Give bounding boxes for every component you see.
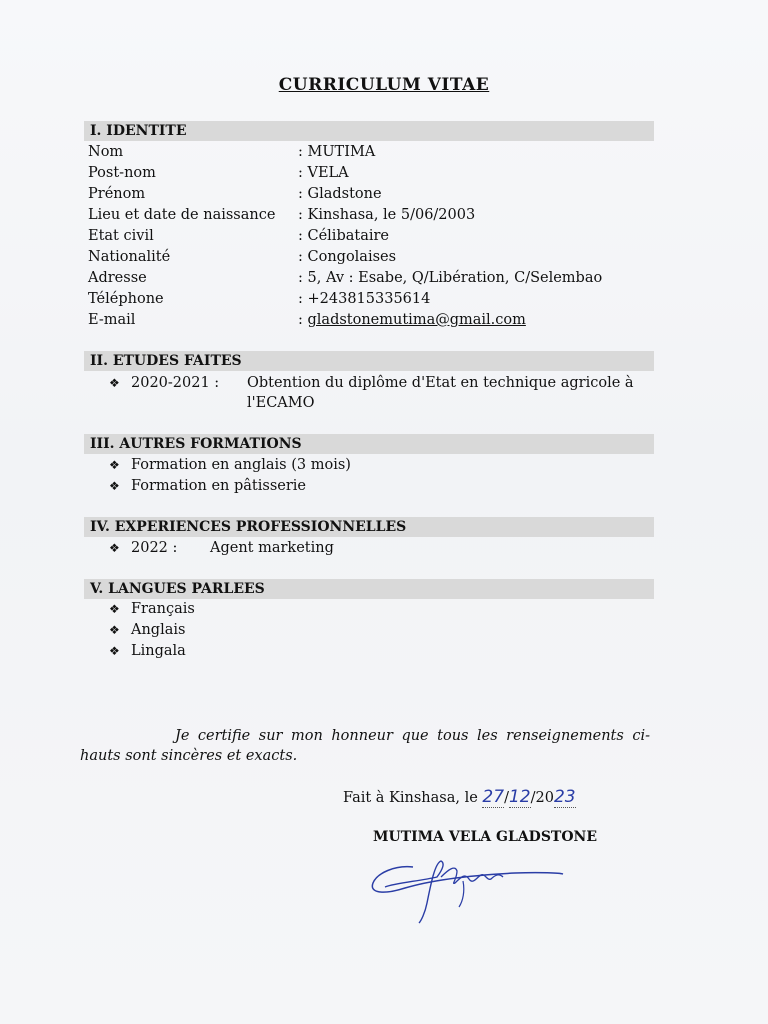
row-value: : Kinshasa, le 5/06/2003 <box>298 207 476 223</box>
formation-text: Formation en anglais (3 mois) <box>131 457 351 473</box>
experience-item <box>109 538 334 558</box>
date-year-prefix: /20 <box>530 790 554 806</box>
row-label: E-mail <box>88 312 136 328</box>
section-experiences-heading: IV. EXPERIENCES PROFESSIONNELLES <box>84 517 654 537</box>
certification-statement: Je certifie sur mon honneur que tous les renseignements ci-hauts sont sincères et exacts. <box>80 728 650 764</box>
handwritten-year: 23 <box>553 787 576 807</box>
identite-row-postnom <box>88 163 349 183</box>
row-value: : Célibataire <box>298 228 389 244</box>
etudes-desc-line2: l'ECAMO <box>247 395 315 411</box>
row-value: : Gladstone <box>298 186 382 202</box>
row-label: Post-nom <box>88 165 156 181</box>
langue-text: Anglais <box>131 622 186 638</box>
experience-role: Agent marketing <box>210 540 334 556</box>
etudes-years: 2020-2021 : <box>131 375 220 391</box>
bullet-icon: ❖ <box>109 623 120 637</box>
bullet-icon: ❖ <box>109 479 120 493</box>
bullet-icon: ❖ <box>109 376 120 390</box>
signature-icon <box>365 855 565 925</box>
row-value: : VELA <box>298 165 349 181</box>
row-label: Adresse <box>88 270 147 286</box>
identite-row-naissance <box>88 205 475 225</box>
identite-row-nationalite <box>88 247 396 267</box>
langue-text: Lingala <box>131 643 186 659</box>
langue-item <box>109 599 195 619</box>
identite-row-telephone <box>88 289 430 309</box>
handwritten-day: 27 <box>482 787 505 807</box>
identite-row-prenom <box>88 184 382 204</box>
bullet-icon: ❖ <box>109 644 120 658</box>
identite-row-adresse <box>88 268 602 288</box>
identite-row-nom <box>88 142 375 162</box>
bullet-icon: ❖ <box>109 458 120 472</box>
bullet-icon: ❖ <box>109 602 120 616</box>
identite-row-etat-civil <box>88 226 389 246</box>
etudes-item <box>109 373 667 413</box>
row-value: : Congolaises <box>298 249 397 265</box>
row-label: Téléphone <box>88 291 164 307</box>
date-sep: / <box>504 790 509 806</box>
signatory-name: MUTIMA VELA GLADSTONE <box>373 829 598 845</box>
place-date-line <box>343 787 576 807</box>
row-label: Nationalité <box>88 249 171 265</box>
row-value: : +243815335614 <box>298 291 431 307</box>
handwritten-month: 12 <box>508 787 531 807</box>
row-value: : 5, Av : Esabe, Q/Libération, C/Selembao <box>298 270 603 286</box>
row-value: : MUTIMA <box>298 144 376 160</box>
identite-row-email <box>88 310 526 330</box>
section-etudes-heading: II. ETUDES FAITES <box>84 351 654 371</box>
row-label: Prénom <box>88 186 146 202</box>
etudes-desc-line1: Obtention du diplôme d'Etat en technique agricole à <box>247 375 634 391</box>
place-date-prefix: Fait à Kinshasa, le <box>343 790 483 806</box>
document-title: CURRICULUM VITAE <box>278 75 490 95</box>
section-formations-heading: III. AUTRES FORMATIONS <box>84 434 654 454</box>
langue-text: Français <box>131 601 195 617</box>
langue-item <box>109 620 185 640</box>
row-label: Lieu et date de naissance <box>88 207 276 223</box>
email-link[interactable]: gladstonemutima@gmail.com <box>307 312 526 328</box>
email-prefix: : <box>298 312 308 328</box>
formation-item <box>109 455 351 475</box>
bullet-icon: ❖ <box>109 541 120 555</box>
row-label: Etat civil <box>88 228 154 244</box>
section-identite-heading: I. IDENTITE <box>84 121 654 141</box>
experience-year: 2022 : <box>131 540 178 556</box>
langue-item <box>109 641 186 661</box>
row-label: Nom <box>88 144 124 160</box>
formation-text: Formation en pâtisserie <box>131 478 306 494</box>
formation-item <box>109 476 306 496</box>
section-langues-heading: V. LANGUES PARLEES <box>84 579 654 599</box>
